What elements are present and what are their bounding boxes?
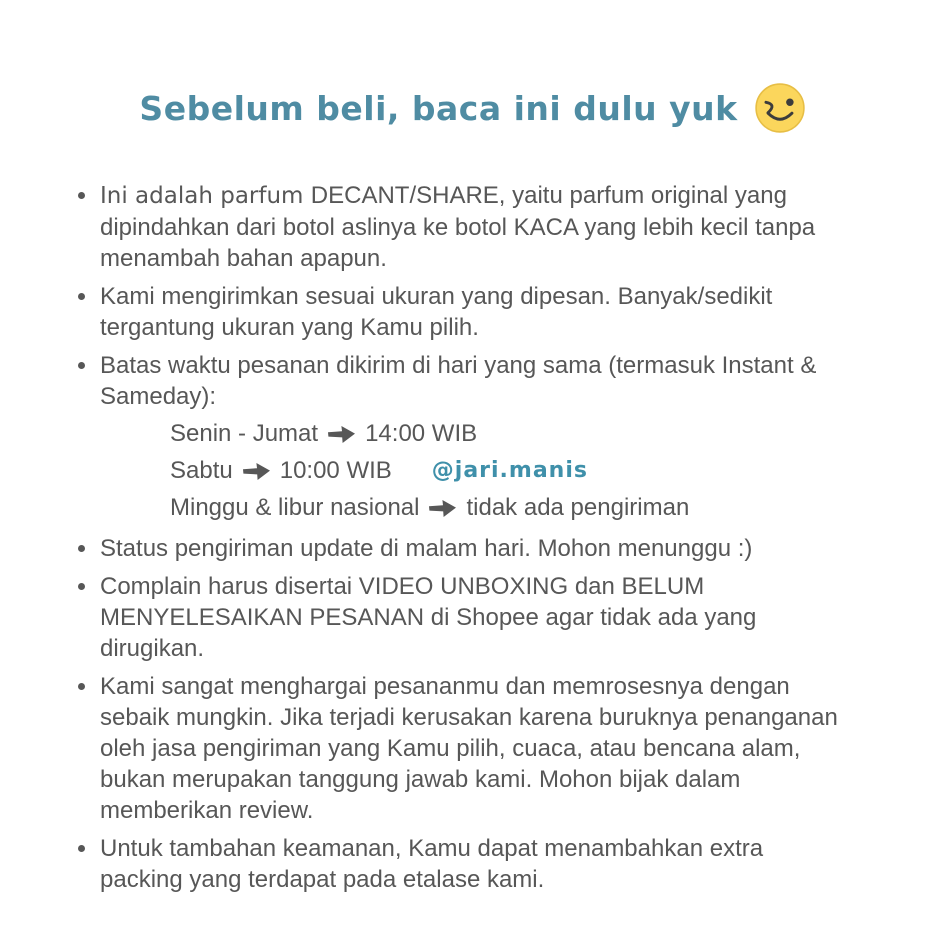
schedule-value: 10:00 WIB: [279, 457, 392, 484]
schedule-row-weekdays: [170, 415, 848, 452]
bullet-text: Batas waktu pesanan dikirim di hari yang sama (termasuk Instant & Sameday):: [100, 352, 817, 410]
bullet-dot: [78, 845, 85, 852]
title-text: Sebelum beli, baca ini dulu yuk: [139, 88, 738, 128]
schedule-row-saturday: [170, 452, 848, 489]
schedule-row-sunday-holiday: [170, 489, 848, 526]
winking-face-emoji: [754, 82, 806, 134]
bullet-text: Status pengiriman update di malam hari. Mohon menunggu :): [100, 535, 753, 562]
list-item-damage-disclaimer: [78, 671, 945, 826]
bullet-dot: [78, 545, 85, 552]
bullet-dot: [78, 683, 85, 690]
bullet-dot: [78, 362, 85, 369]
arrow-right-icon: [429, 500, 456, 517]
list-item-deadline-info: [78, 350, 945, 526]
list-item-status-update: [78, 533, 945, 564]
schedule-label: Sabtu: [170, 457, 233, 484]
bullet-text: Kami sangat menghargai pesananmu dan memrosesnya dengan sebaik mungkin. Jika terjadi kerusakan karena buruknya penanganan oleh jasa pengiriman yang Kamu pilih, cuaca, atau bencana alam, bukan merupakan tanggung jawab kami. Mohon bijak dalam memberikan review.: [100, 673, 838, 824]
bullet-text: Complain harus disertai VIDEO UNBOXING dan BELUM MENYELESAIKAN PESANAN di Shopee agar tidak ada yang dirugikan.: [100, 573, 757, 662]
page-title: [0, 0, 945, 134]
schedule-value: tidak ada pengiriman: [466, 494, 690, 521]
schedule-label: Senin - Jumat: [170, 420, 319, 447]
bullet-dot: [78, 192, 85, 199]
schedule-value: 14:00 WIB: [365, 420, 478, 447]
arrow-right-icon: [243, 463, 270, 480]
info-list: [0, 180, 945, 895]
list-item-size-info: [78, 281, 945, 343]
arrow-right-icon: [328, 426, 355, 443]
schedule-label: Minggu & libur nasional: [170, 494, 420, 521]
list-item-extra-packing: [78, 833, 945, 895]
bullet-lead-text: Ini adalah parfum: [100, 183, 311, 209]
bullet-text: Ini adalah parfum DECANT/SHARE, yaitu parfum original yang dipindahkan dari botol aslinya ke botol KACA yang lebih kecil tanpa menambah bahan apapun.: [100, 182, 816, 272]
shipping-schedule: [170, 415, 848, 526]
bullet-text: Untuk tambahan keamanan, Kamu dapat menambahkan extra packing yang terdapat pada etalase kami.: [100, 835, 764, 893]
list-item-decant-info: [78, 180, 945, 274]
list-item-complain-policy: [78, 571, 945, 664]
bullet-dot: [78, 583, 85, 590]
bullet-dot: [78, 293, 85, 300]
bullet-text: Kami mengirimkan sesuai ukuran yang dipesan. Banyak/sedikit tergantung ukuran yang Kamu pilih.: [100, 283, 773, 341]
watermark: @jari.manis: [431, 458, 588, 483]
